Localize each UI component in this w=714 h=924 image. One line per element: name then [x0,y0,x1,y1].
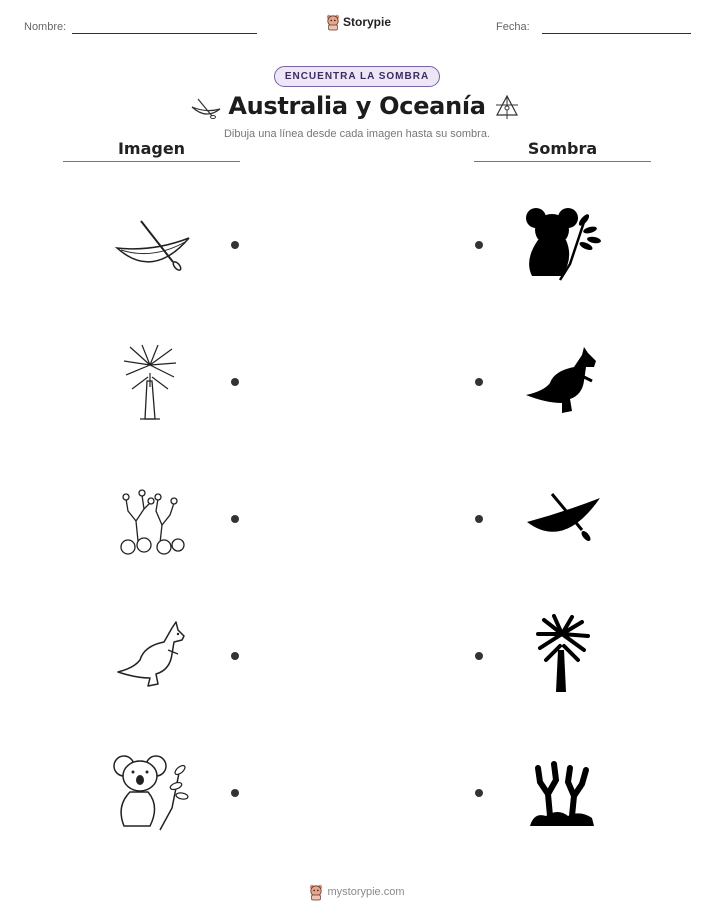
image-dot-2[interactable] [231,378,239,386]
name-field[interactable] [72,33,257,34]
canoe-outline [113,218,193,273]
image-dot-4[interactable] [231,652,239,660]
shadow-dot-1[interactable] [475,241,483,249]
image-dot-5[interactable] [231,789,239,797]
shadow-dot-5[interactable] [475,789,483,797]
coral-shadow [528,754,596,830]
storypie-mascot-icon [326,14,340,30]
palm-tree-outline [120,343,180,423]
image-dot-1[interactable] [231,241,239,249]
palm-tree-shadow [532,614,592,696]
footer-url[interactable]: mystorypie.com [327,886,405,898]
storypie-mascot-icon [309,884,323,900]
coral-outline [116,481,186,557]
date-label: Fecha: [496,21,530,33]
date-field[interactable] [542,33,691,34]
shadow-dot-4[interactable] [475,652,483,660]
shadow-dot-2[interactable] [475,378,483,386]
name-label: Nombre: [24,21,67,33]
worksheet-title: Australia y Oceanía [228,92,486,120]
image-column-rule [63,161,240,162]
brand-logo [326,14,391,30]
image-column-title: Imagen [117,139,186,158]
koala-outline [110,748,190,834]
activity-badge: ENCUENTRA LA SOMBRA [274,66,440,87]
shadow-column-rule [474,161,651,162]
kangaroo-shadow [524,345,602,417]
instructions: Dibuja una línea desde cada imagen hasta su sombra. [223,128,490,140]
shadow-dot-3[interactable] [475,515,483,523]
koala-shadow [524,204,600,284]
footer [0,884,714,900]
boomerang-star-icon [493,93,521,121]
canoe-shadow [524,490,604,550]
shadow-column-title: Sombra [527,139,598,158]
image-dot-3[interactable] [231,515,239,523]
kangaroo-outline [114,620,190,692]
brand-name: Storypie [343,15,392,29]
